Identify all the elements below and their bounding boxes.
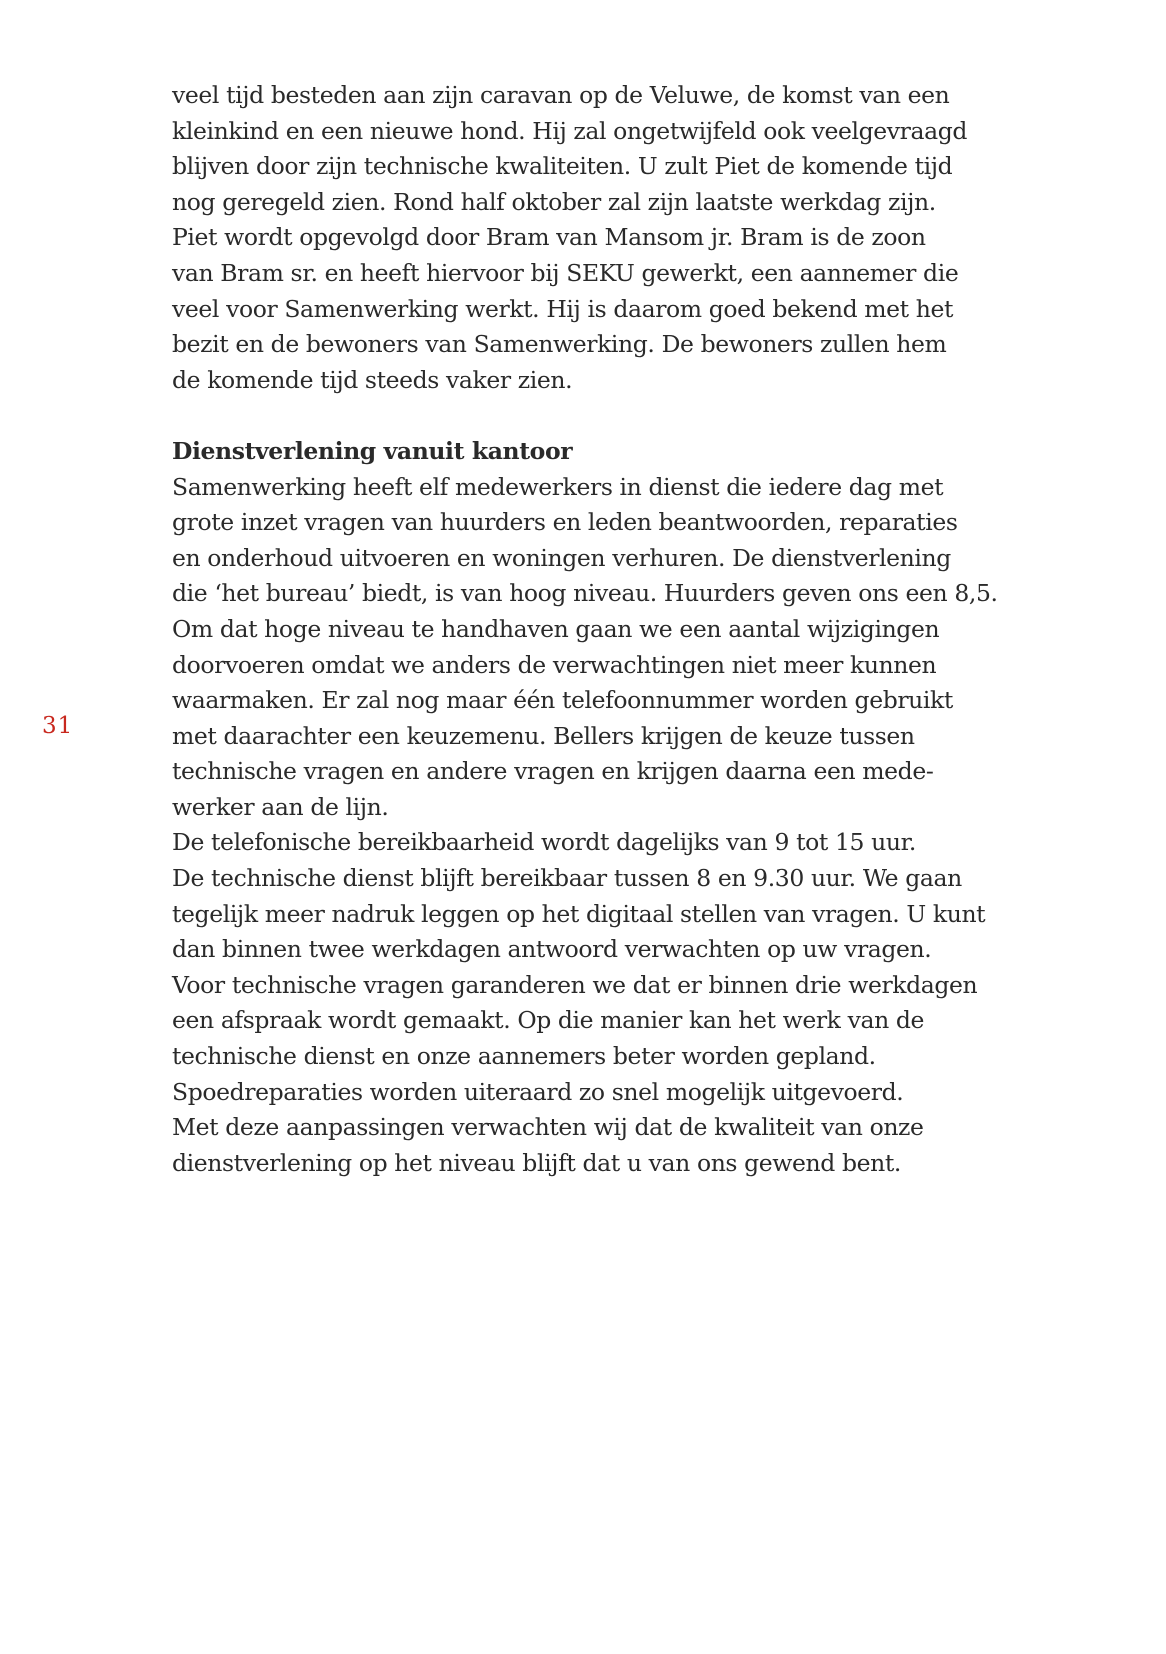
text-line: Om dat hoge niveau te handhaven gaan we een aantal wijzigingen bbox=[172, 614, 940, 643]
text-line: een afspraak wordt gemaakt. Op die manier kan het werk van de bbox=[172, 1006, 925, 1035]
section-dienstverlening bbox=[172, 434, 1012, 1181]
text-line: die ‘het bureau’ biedt, is van hoog niveau. Huurders geven ons een 8,5. bbox=[172, 579, 998, 608]
text-line: van Bram sr. en heeft hiervoor bij SEKU gewerkt, een aannemer die bbox=[172, 258, 959, 287]
text-line: de komende tijd steeds vaker zien. bbox=[172, 365, 573, 394]
text-line: en onderhoud uitvoeren en woningen verhuren. De dienstverlening bbox=[172, 543, 951, 572]
page-number: 31 bbox=[42, 713, 74, 739]
text-line: technische vragen en andere vragen en krijgen daarna een mede- bbox=[172, 757, 934, 786]
text-line: Piet wordt opgevolgd door Bram van Mansom jr. Bram is de zoon bbox=[172, 223, 926, 252]
text-line: tegelijk meer nadruk leggen op het digitaal stellen van vragen. U kunt bbox=[172, 899, 986, 928]
text-line: kleinkind en een nieuwe hond. Hij zal ongetwijfeld ook veelgevraagd bbox=[172, 116, 967, 145]
text-line: doorvoeren omdat we anders de verwachtingen niet meer kunnen bbox=[172, 650, 937, 679]
text-line: Met deze aanpassingen verwachten wij dat de kwaliteit van onze bbox=[172, 1113, 924, 1142]
text-line: dan binnen twee werkdagen antwoord verwachten op uw vragen. bbox=[172, 935, 932, 964]
text-line: dienstverlening op het niveau blijft dat u van ons gewend bent. bbox=[172, 1148, 901, 1177]
text-line: met daarachter een keuzemenu. Bellers krijgen de keuze tussen bbox=[172, 721, 915, 750]
body-column bbox=[172, 78, 1012, 1181]
text-line: De telefonische bereikbaarheid wordt dagelijks van 9 tot 15 uur. bbox=[172, 828, 916, 857]
text-line: bezit en de bewoners van Samenwerking. De bewoners zullen hem bbox=[172, 330, 947, 359]
intro-paragraph bbox=[172, 78, 1012, 398]
text-line: blijven door zijn technische kwaliteiten. U zult Piet de komende tijd bbox=[172, 152, 953, 181]
text-line: waarmaken. Er zal nog maar één telefoonnummer worden gebruikt bbox=[172, 686, 953, 715]
text-line: veel voor Samenwerking werkt. Hij is daarom goed bekend met het bbox=[172, 294, 954, 323]
text-line: technische dienst en onze aannemers beter worden gepland. bbox=[172, 1042, 876, 1071]
text-line: werker aan de lijn. bbox=[172, 792, 389, 821]
text-line: grote inzet vragen van huurders en leden beantwoorden, reparaties bbox=[172, 508, 958, 537]
text-line: De technische dienst blijft bereikbaar tussen 8 en 9.30 uur. We gaan bbox=[172, 864, 962, 893]
text-line: veel tijd besteden aan zijn caravan op de Veluwe, de komst van een bbox=[172, 81, 950, 109]
text-line: Voor technische vragen garanderen we dat er binnen drie werkdagen bbox=[172, 970, 978, 999]
text-line: nog geregeld zien. Rond half oktober zal zijn laatste werkdag zijn. bbox=[172, 187, 936, 216]
paragraph-spacer bbox=[172, 398, 1012, 434]
text-line: Spoedreparaties worden uiteraard zo snel mogelijk uitgevoerd. bbox=[172, 1077, 904, 1106]
section-heading: Dienstverlening vanuit kantoor bbox=[172, 436, 573, 465]
text-line: Samenwerking heeft elf medewerkers in dienst die iedere dag met bbox=[172, 472, 944, 501]
